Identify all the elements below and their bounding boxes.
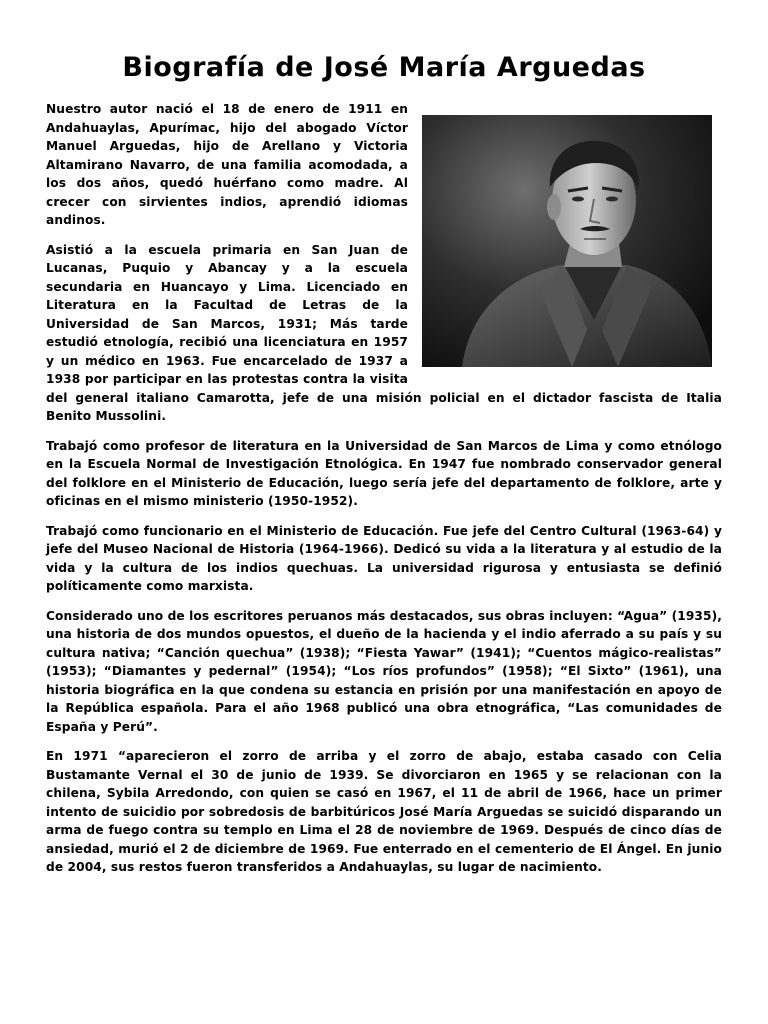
paragraph: Considerado uno de los escritores peruanos más destacados, sus obras incluyen: “Agua” (1935), una historia de dos mundos opuestos, el dueño de la hacienda y el indio aferrado a su país y su cultura nativa; “Canción quechua” (1938); “Fiesta Yawar” (1941); “Cuentos mágico-realistas” (1953); “Diamantes y pedernal” (1954); “Los ríos profundos” (1958); “El Sixto” (1961), una historia biográfica en la que condena su estancia en prisión por una manifestación en apoyo de la República española. Para el año 1968 publicó una obra etnográfica, “Las comunidades de España y Perú”. (46, 608, 722, 734)
portrait-photo (422, 115, 712, 367)
paragraph: Trabajó como funcionario en el Ministerio de Educación. Fue jefe del Centro Cultural (1963-64) y jefe del Museo Nacional de Historia (1964-1966). Dedicó su vida a la literatura y al estudio de la vida y la cultura de los indios quechuas. La universidad rigurosa y entusiasta se definió políticamente como marxista. (46, 523, 722, 593)
document-page (46, 0, 722, 888)
paragraph: Trabajó como profesor de literatura en la Universidad de San Marcos de Lima y como etnólogo en la Escuela Normal de Investigación Etnológica. En 1947 fue nombrado conservador general del folklore en el Ministerio de Educación, luego sería jefe del departamento de folklore, arte y oficinas en el mismo ministerio (1950-1952). (46, 438, 722, 508)
page-title: Biografía de José María Arguedas (122, 52, 646, 83)
document-body (46, 100, 722, 877)
paragraph: Nuestro autor nació el 18 de enero de 1911 en Andahuaylas, Apurímac, hijo del abogado Víctor Manuel Arguedas, hijo de Arellano y Victoria Altamirano Navarro, de una familia acomodada, a los dos años, quedó huérfano como madre. Al crecer con sirvientes indios, aprendió idiomas andinos. (46, 102, 408, 227)
portrait-illustration (422, 115, 712, 367)
paragraph: En 1971 “aparecieron el zorro de arriba y el zorro de abajo, estaba casado con Celia Bustamante Vernal el 30 de junio de 1939. Se divorciaron en 1965 y se relacionan con la chilena, Sybila Arredondo, con quien se casó en 1967, el 11 de abril de 1966, hace un primer intento de suicidio por sobredosis de barbitúricos José María Arguedas se suicidó disparando un arma de fuego contra su templo en Lima el 28 de noviembre de 1969. Después de cinco días de ansiedad, murió el 2 de diciembre de 1969. Fue enterrado en el cementerio de El Ángel. En junio de 2004, sus restos fueron transferidos a Andahuaylas, su lugar de nacimiento. (46, 749, 722, 874)
paragraph: Asistió a la escuela primaria en San Juan de Lucanas, Puquio y Abancay y a la escuela secundaria en Huancayo y Lima. Licenciado en Literatura en la Facultad de Letras de la Universidad de San Marcos, 1931; Más tarde estudió etnología, recibió una licenciatura en 1957 y un médico en 1963. Fue encarcelado de 1937 a 1938 por participar en las protestas contra la visita del general italiano Camarotta, jefe de una misión policial en el dictador fascista de Italia Benito Mussolini. (46, 242, 722, 423)
